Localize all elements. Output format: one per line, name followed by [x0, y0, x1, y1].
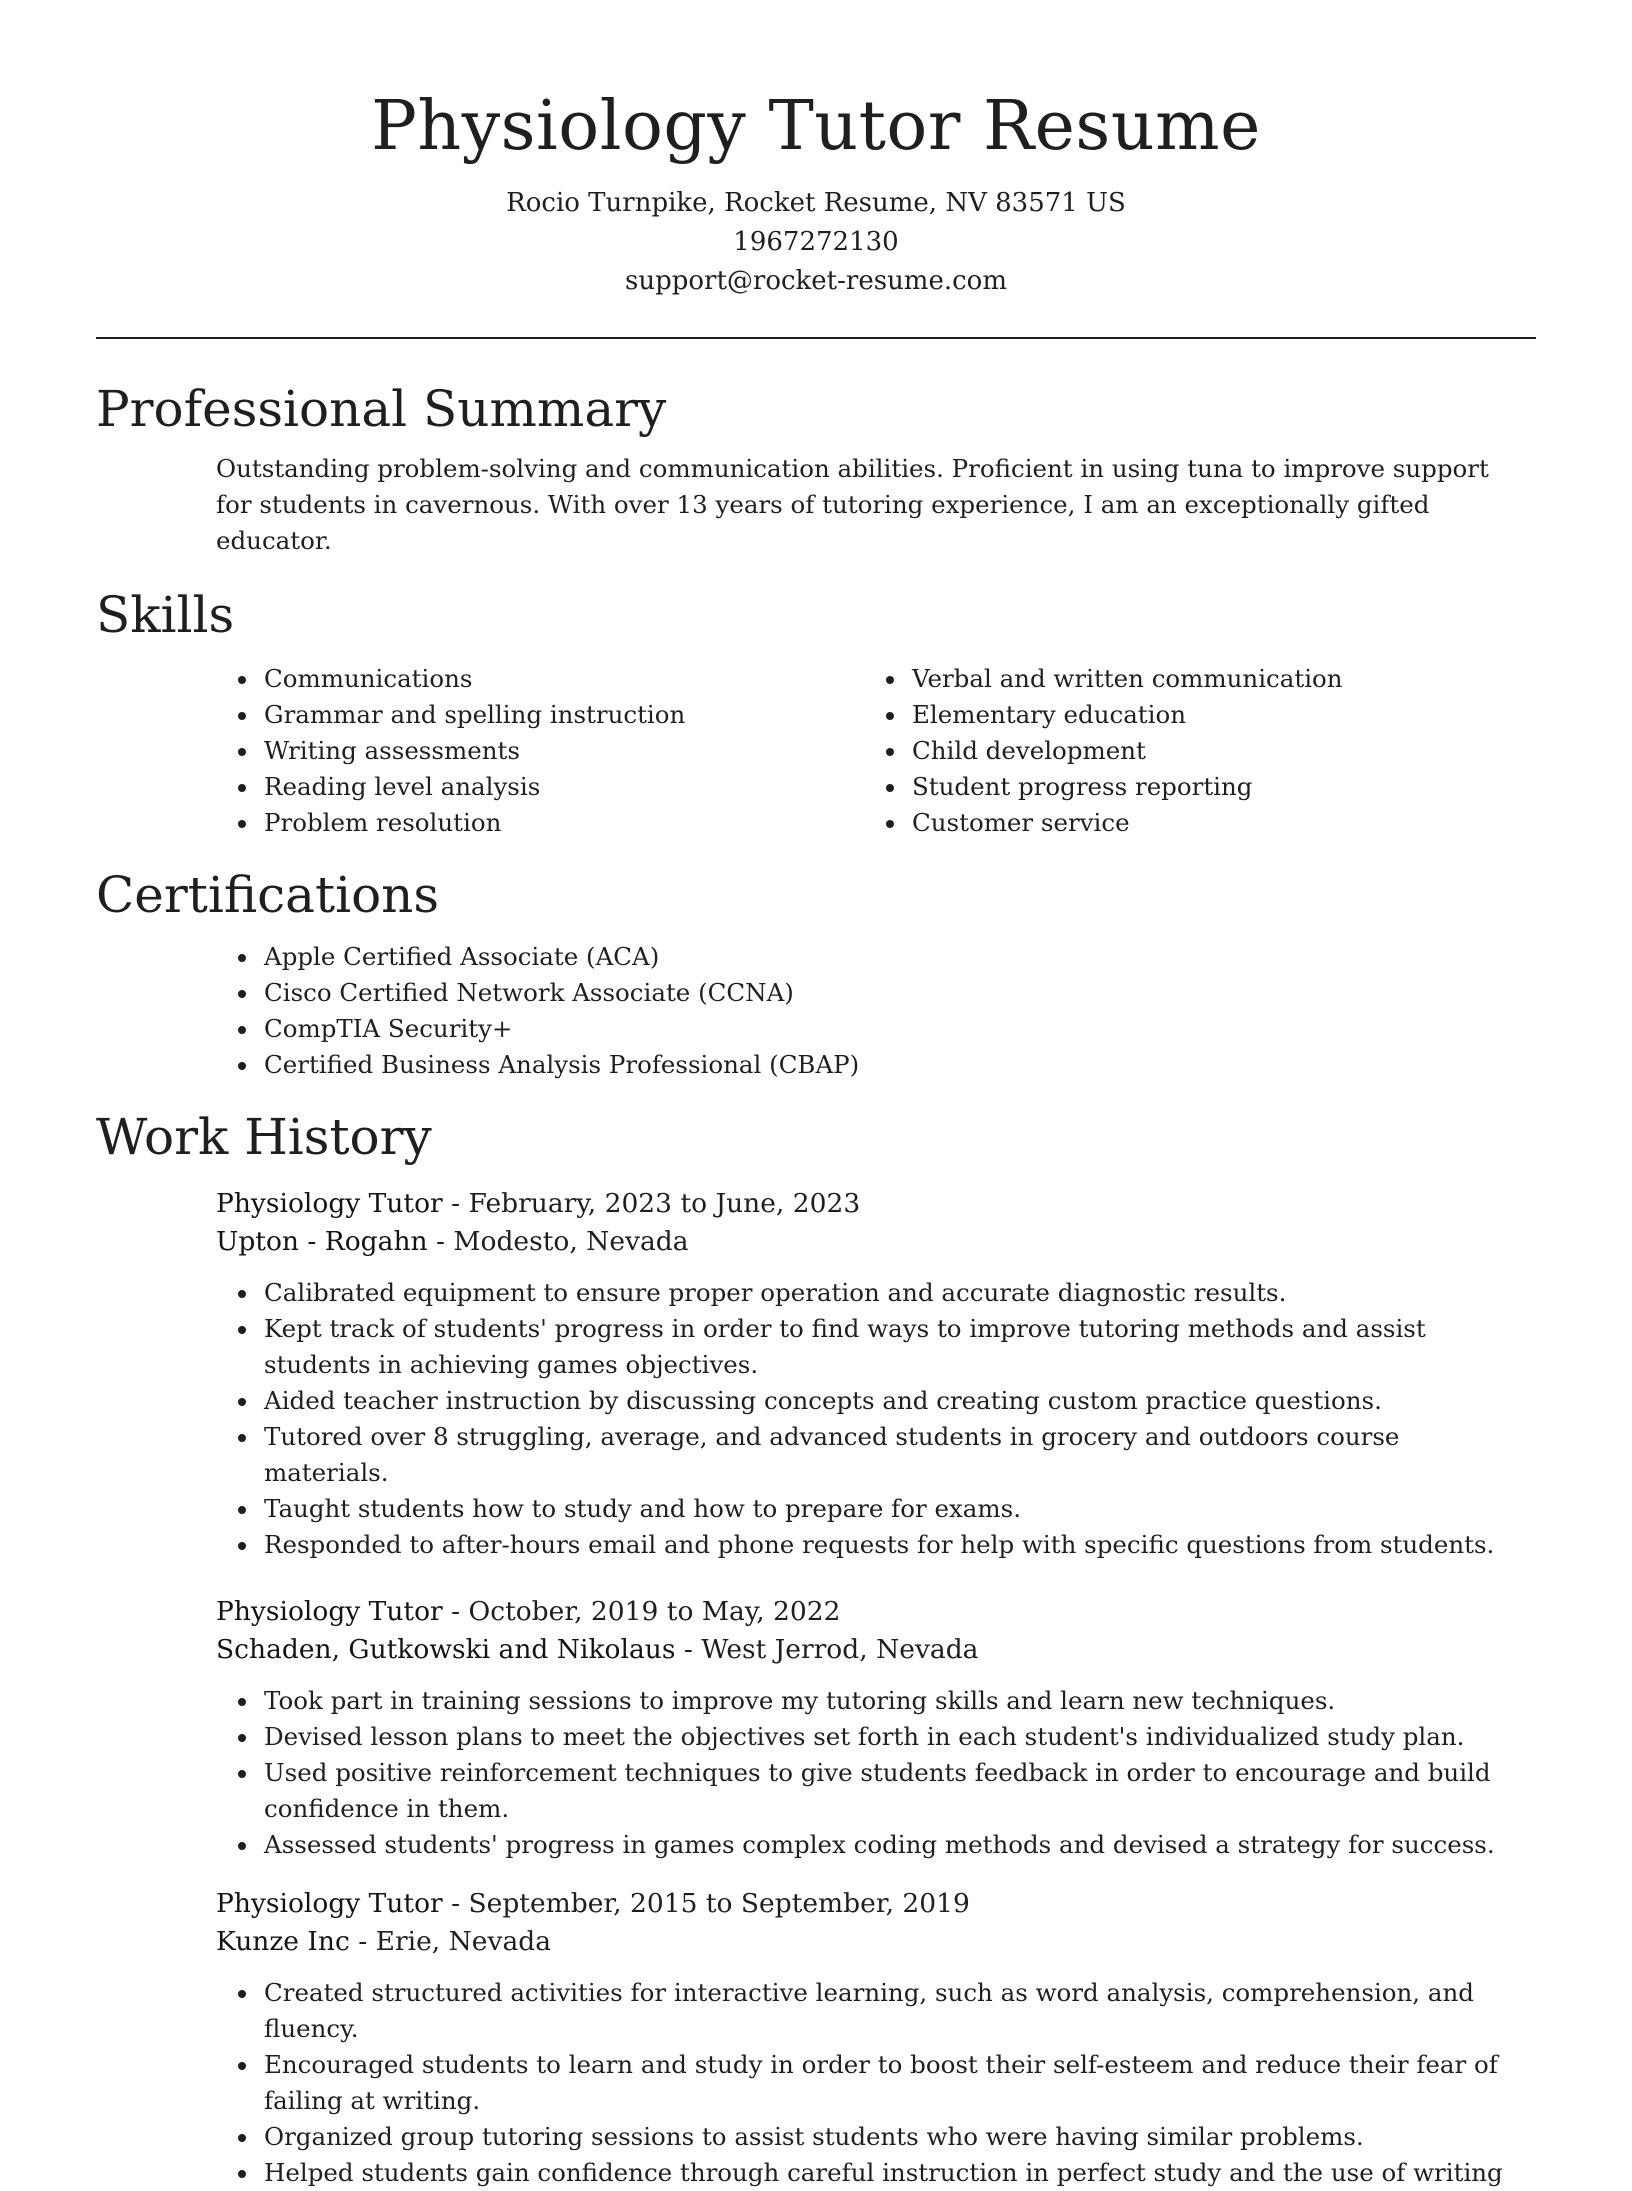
job-bullet: • Organized group tutoring sessions to assist students who were having similar problems. — [260, 2119, 1516, 2155]
job-bullets — [216, 1975, 1536, 2191]
contact-block — [96, 184, 1536, 301]
job-entry — [216, 1885, 1536, 2191]
job-company-line — [216, 1631, 1536, 1669]
skill-item: • Customer service — [908, 805, 1536, 841]
skills-heading: Skills — [96, 586, 235, 644]
job-title-line — [216, 1185, 1536, 1223]
contact-address: Rocio Turnpike, Rocket Resume, NV 83571 US — [506, 188, 1126, 218]
certification-item: • Apple Certified Associate (ACA) — [260, 939, 1536, 975]
header-divider — [96, 337, 1536, 339]
resume-header — [96, 0, 1536, 301]
skills-list-left — [96, 661, 746, 841]
job-bullet: • Helped students gain confidence through careful instruction in perfect study and the use of writing — [260, 2155, 1516, 2191]
job-bullet: • Devised lesson plans to meet the objectives set forth in each student's individualized study plan. — [260, 1719, 1516, 1755]
job-location: - Erie, Nevada — [349, 1926, 552, 1957]
summary-heading: Professional Summary — [96, 380, 667, 438]
skills-columns — [96, 661, 1536, 841]
job-role: Physiology Tutor — [216, 1188, 443, 1219]
skill-item: • Verbal and written communication — [908, 661, 1536, 697]
job-entry — [216, 1185, 1536, 1563]
job-bullet: • Took part in training sessions to improve my tutoring skills and learn new techniques. — [260, 1683, 1516, 1719]
skill-item: • Student progress reporting — [908, 769, 1536, 805]
certification-item: • Cisco Certified Network Associate (CCNA) — [260, 975, 1536, 1011]
job-bullet: • Assessed students' progress in games complex coding methods and devised a strategy for success. — [260, 1827, 1516, 1863]
job-bullet: • Tutored over 8 struggling, average, and advanced students in grocery and outdoors course materials. — [260, 1419, 1516, 1491]
skill-item: • Problem resolution — [260, 805, 746, 841]
job-title-line — [216, 1593, 1536, 1631]
skill-item: • Elementary education — [908, 697, 1536, 733]
skill-item: • Communications — [260, 661, 746, 697]
certification-item: • CompTIA Security+ — [260, 1011, 1536, 1047]
job-bullet: • Aided teacher instruction by discussing concepts and creating custom practice questions. — [260, 1383, 1516, 1419]
skill-item: • Reading level analysis — [260, 769, 746, 805]
job-company: Upton - Rogahn — [216, 1226, 428, 1257]
job-location: - West Jerrod, Nevada — [675, 1634, 979, 1665]
job-location: - Modesto, Nevada — [427, 1226, 689, 1257]
resume-page — [96, 0, 1536, 2191]
contact-phone: 1967272130 — [733, 227, 899, 257]
job-bullet: • Used positive reinforcement techniques to give students feedback in order to encourage and build confidence in them. — [260, 1755, 1516, 1827]
job-company-line — [216, 1923, 1536, 1961]
skill-item: • Child development — [908, 733, 1536, 769]
contact-email: support@rocket-resume.com — [624, 266, 1007, 296]
job-bullet: • Calibrated equipment to ensure proper operation and accurate diagnostic results. — [260, 1275, 1516, 1311]
job-role: Physiology Tutor — [216, 1596, 443, 1627]
job-company: Kunze Inc — [216, 1926, 350, 1957]
job-title-line — [216, 1885, 1536, 1923]
skills-list-right — [746, 661, 1536, 841]
job-bullet: • Taught students how to study and how to prepare for exams. — [260, 1491, 1516, 1527]
page-title: Physiology Tutor Resume — [371, 87, 1261, 166]
work-history-heading: Work History — [96, 1108, 432, 1166]
job-bullet: • Encouraged students to learn and study in order to boost their self-esteem and reduce their fear of failing at writing. — [260, 2047, 1516, 2119]
job-dates: - February, 2023 to June, 2023 — [442, 1188, 861, 1219]
job-bullets — [216, 1275, 1536, 1563]
job-company: Schaden, Gutkowski and Nikolaus — [216, 1634, 676, 1665]
summary-text: Outstanding problem-solving and communication abilities. Proficient in using tuna to improve support for students in cavernous. With over 13 years of tutoring experience, I am an exceptionally gifted educator. — [216, 454, 1489, 555]
certification-item: • Certified Business Analysis Professional (CBAP) — [260, 1047, 1536, 1083]
skill-item: • Writing assessments — [260, 733, 746, 769]
job-company-line — [216, 1223, 1536, 1261]
job-dates: - October, 2019 to May, 2022 — [442, 1596, 841, 1627]
job-dates: - September, 2015 to September, 2019 — [442, 1888, 970, 1919]
job-bullet: • Created structured activities for interactive learning, such as word analysis, comprehension, and fluency. — [260, 1975, 1516, 2047]
skill-item: • Grammar and spelling instruction — [260, 697, 746, 733]
certifications-list — [96, 939, 1536, 1083]
certifications-heading: Certifications — [96, 866, 440, 924]
job-bullets — [216, 1683, 1536, 1863]
job-entry — [216, 1593, 1536, 1863]
job-bullet: • Responded to after-hours email and phone requests for help with specific questions from students. — [260, 1527, 1516, 1563]
job-role: Physiology Tutor — [216, 1888, 443, 1919]
job-bullet: • Kept track of students' progress in order to find ways to improve tutoring methods and assist students in achieving games objectives. — [260, 1311, 1516, 1383]
